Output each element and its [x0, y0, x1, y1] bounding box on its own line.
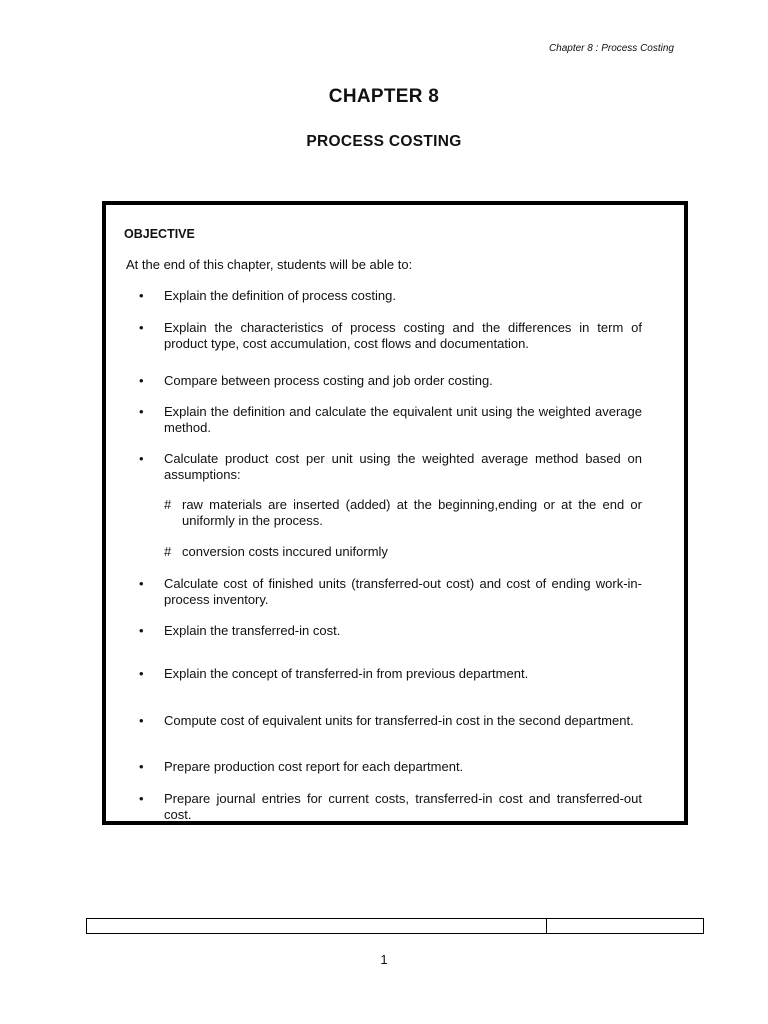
objective-box [102, 201, 688, 825]
objective-item [139, 623, 642, 639]
objective-item [139, 759, 642, 775]
objective-item-text: Explain the characteristics of process costing and the differences in term of product type, cost accumulation, cost flows and documentation. [164, 320, 642, 351]
bullet-icon: • [139, 666, 144, 681]
objective-sub-item-text: raw materials are inserted (added) at the beginning,ending or at the end or uniformly in the process. [182, 497, 642, 528]
objective-item [139, 320, 642, 352]
footer-table [86, 918, 704, 934]
bullet-icon: • [139, 451, 144, 466]
objective-item [139, 713, 642, 729]
bullet-icon: • [139, 288, 144, 303]
bullet-icon: • [139, 320, 144, 335]
page-number: 1 [380, 952, 388, 967]
bullet-icon: • [139, 576, 144, 591]
footer-table-divider [546, 919, 547, 933]
objective-item-text: Calculate product cost per unit using the weighted average method based on assumptions: [164, 451, 642, 482]
objective-sub-item [164, 544, 642, 560]
objective-item-text: Compare between process costing and job order costing. [164, 373, 493, 388]
objective-item-text: Explain the definition of process costing. [164, 288, 396, 303]
objective-item-text: Prepare journal entries for current costs, transferred-in cost and transferred-out cost. [164, 791, 642, 822]
running-header: Chapter 8 : Process Costing [548, 43, 674, 54]
objective-item-text: Calculate cost of finished units (transferred-out cost) and cost of ending work-in-process inventory. [164, 576, 642, 607]
bullet-icon: • [139, 623, 144, 638]
objective-item [139, 666, 642, 682]
bullet-icon: • [139, 404, 144, 419]
objective-item [139, 288, 642, 304]
objective-item [139, 791, 642, 823]
objective-item-text: Explain the transferred-in cost. [164, 623, 341, 638]
hash-icon: # [164, 497, 172, 512]
bullet-icon: • [139, 759, 144, 774]
objective-sub-item-text: conversion costs inccured uniformly [182, 544, 388, 559]
objective-item [139, 576, 642, 608]
bullet-icon: • [139, 373, 144, 388]
objective-item-text: Compute cost of equivalent units for transferred-in cost in the second department. [164, 713, 634, 728]
bullet-icon: • [139, 791, 144, 806]
objective-heading: OBJECTIVE [124, 227, 195, 241]
bullet-icon: • [139, 713, 144, 728]
chapter-title: CHAPTER 8 [328, 86, 440, 107]
objective-item [139, 451, 642, 483]
objective-item-text: Explain the definition and calculate the equivalent unit using the weighted average method. [164, 404, 642, 435]
objective-sub-item [164, 497, 642, 529]
objective-item-text: Explain the concept of transferred-in from previous department. [164, 666, 529, 681]
objective-item [139, 373, 642, 389]
objective-item-text: Prepare production cost report for each department. [164, 759, 464, 774]
objective-intro: At the end of this chapter, students will be able to: [126, 257, 413, 272]
objective-item [139, 404, 642, 436]
hash-icon: # [164, 544, 172, 559]
chapter-subtitle: PROCESS COSTING [306, 133, 462, 150]
